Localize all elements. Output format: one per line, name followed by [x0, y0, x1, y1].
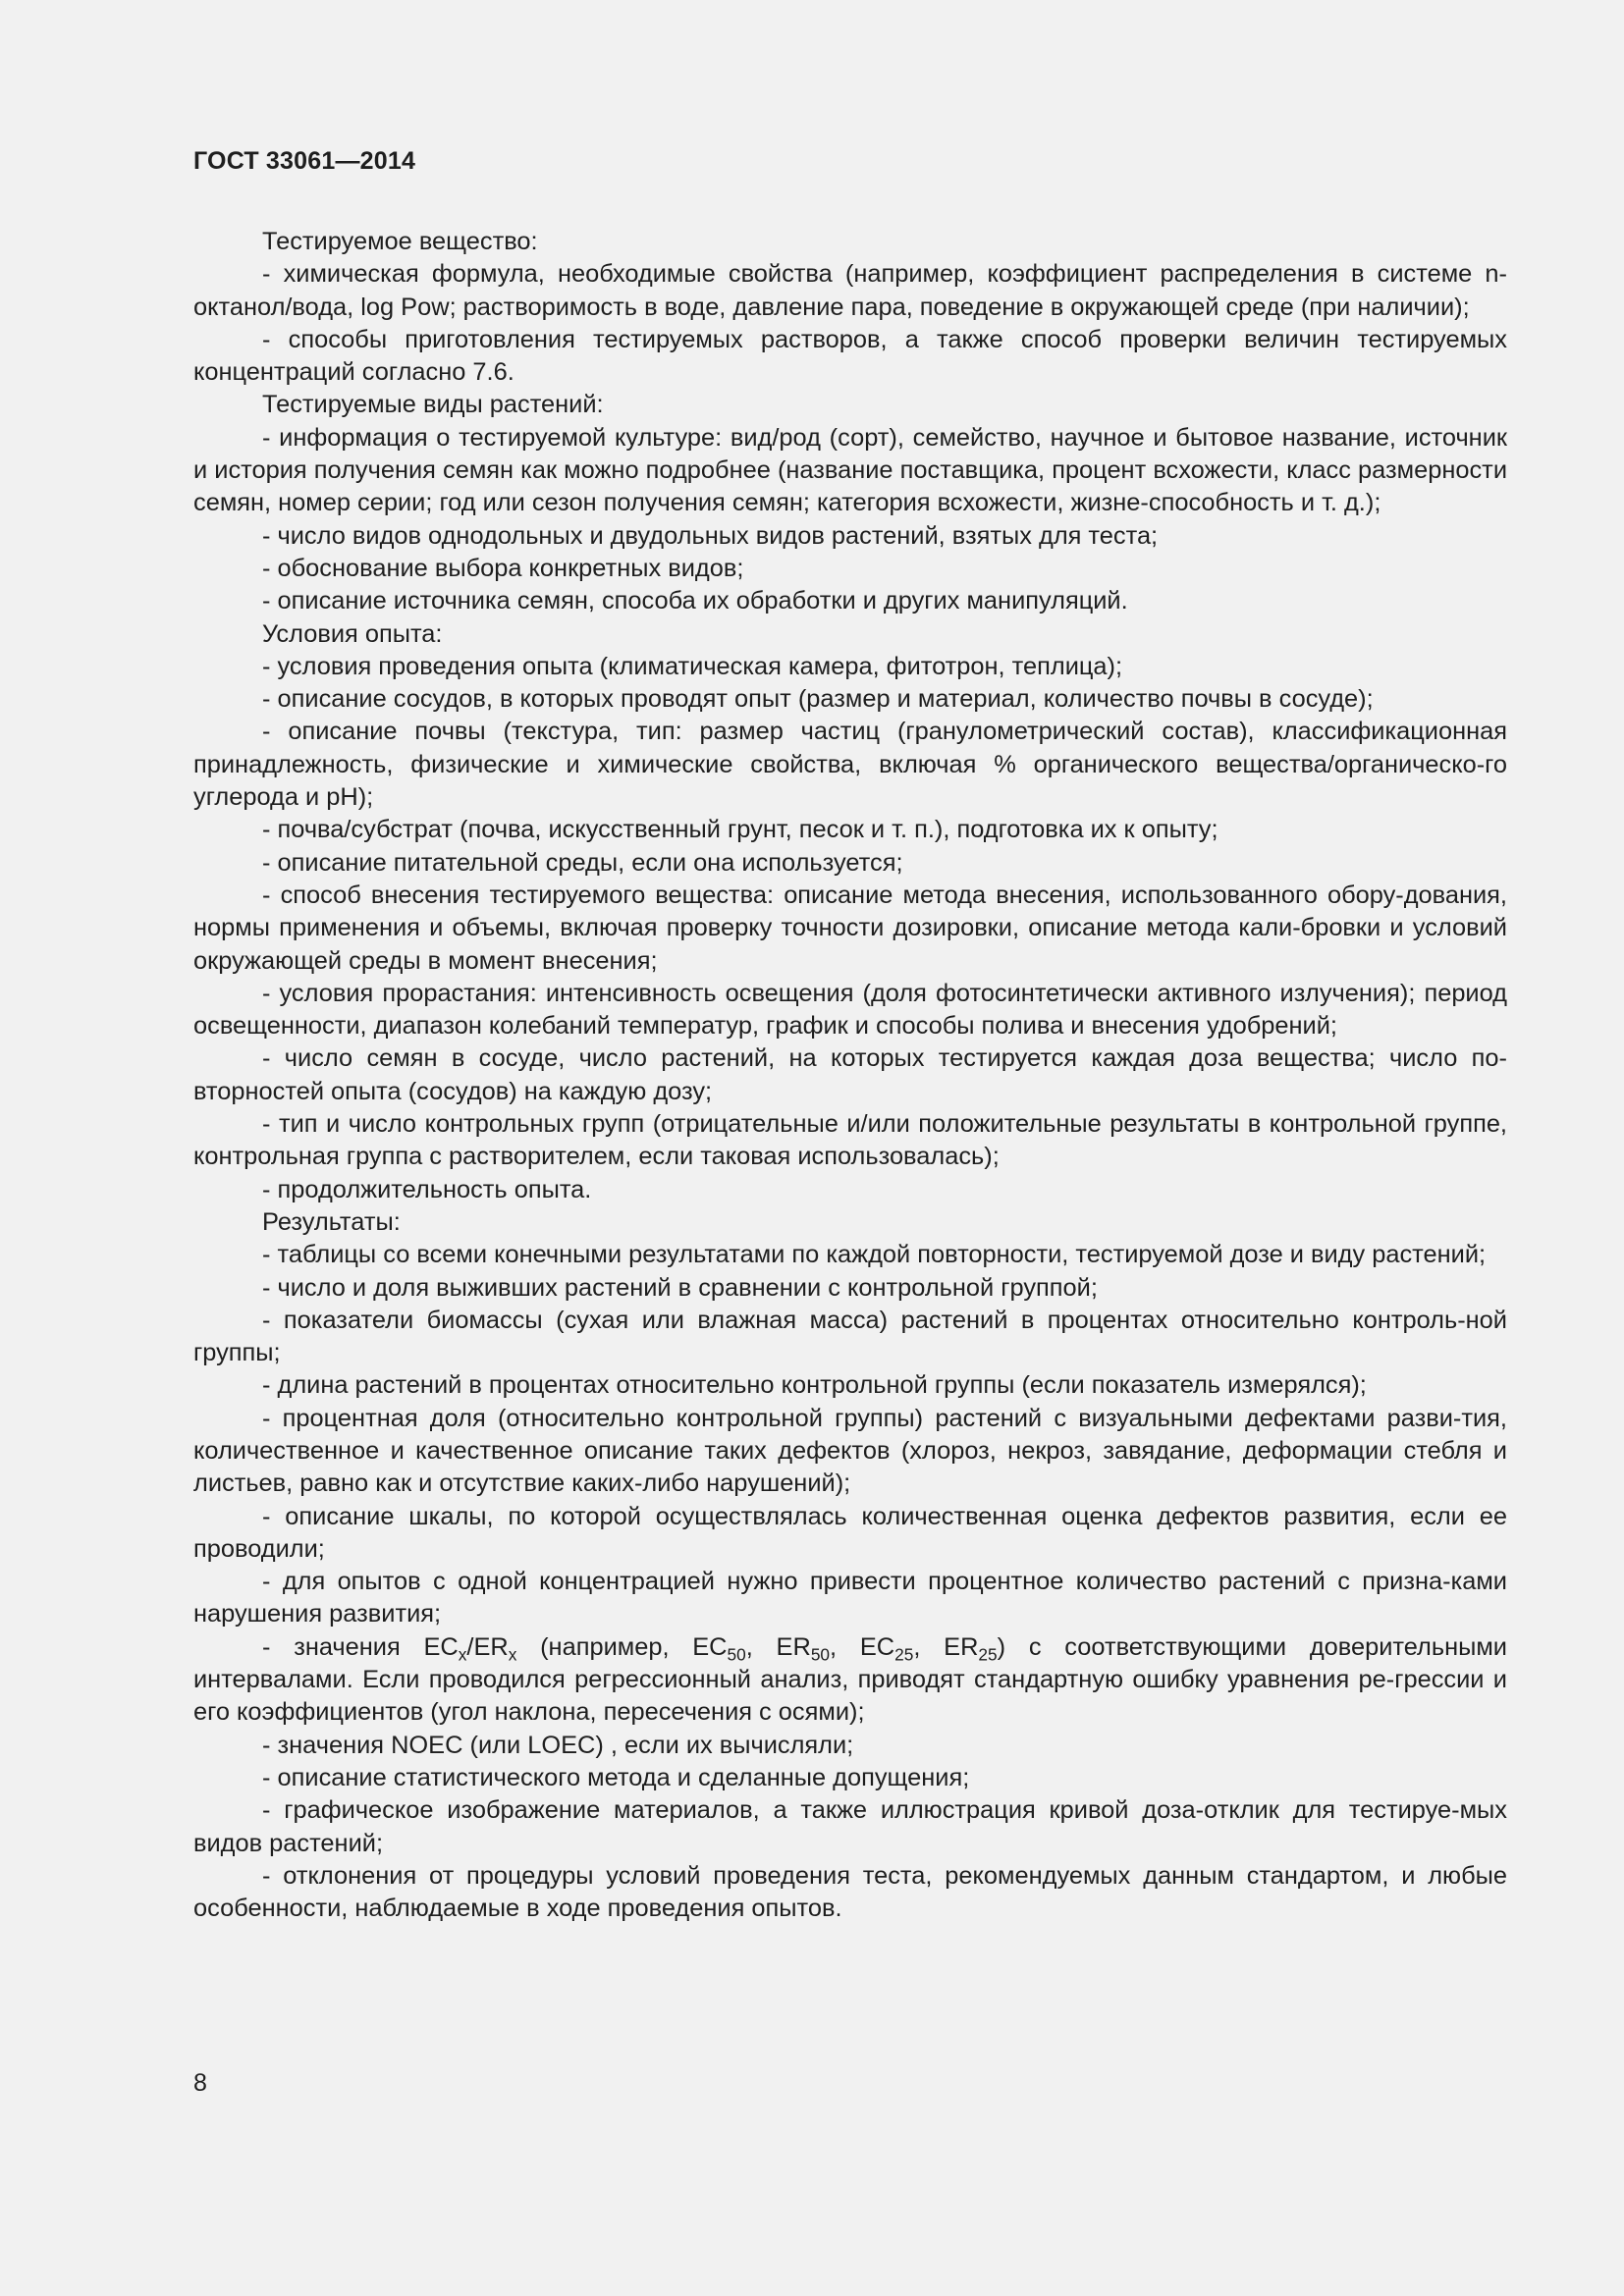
- document-body: [193, 226, 1507, 1925]
- paragraph: - описание сосудов, в которых проводят опыт (размер и материал, количество почвы в сосуде);: [262, 685, 1374, 714]
- paragraph: - информация о тестируемой культуре: вид/род (сорт), семейство, научное и бытовое название, источник и история получения семян как можно подробнее (название поставщика, процент всхожести, класс размерности семян, номер серии; год или сезон получения семян; категория всхожести, жизне-способность и т. д.);: [193, 423, 1507, 517]
- text-segment: ) с соответствующими доверительными интервалами. Если проводился регрессионный анализ, приводят стандартную ошибку уравнения ре-грессии и его коэффициентов (угол наклона, пересечения с осями);: [193, 1632, 1507, 1727]
- paragraph: - число видов однодольных и двудольных видов растений, взятых для теста;: [262, 521, 1159, 550]
- subscript: 25: [978, 1644, 998, 1665]
- subscript: 50: [727, 1644, 746, 1665]
- paragraph: - число семян в сосуде, число растений, на которых тестируется каждая доза вещества; число по-вторностей опыта (сосудов) на каждую дозу;: [193, 1044, 1507, 1105]
- paragraph: - для опытов с одной концентрацией нужно привести процентное количество растений с призна-ками нарушения развития;: [193, 1568, 1507, 1629]
- paragraph: - химическая формула, необходимые свойства (например, коэффициент распределения в системе n-октанол/вода, log Pow; растворимость в воде, давление пара, поведение в окружающей среде (при наличии);: [193, 260, 1507, 321]
- paragraph: - описание питательной среды, если она используется;: [262, 848, 903, 877]
- paragraph: - способ внесения тестируемого вещества: описание метода внесения, использованного обору-дования, нормы применения и объемы, включая проверку точности дозировки, описание метода кали-бровки и условий окружающей среды в момент внесения;: [193, 881, 1507, 975]
- subscript: 50: [810, 1644, 831, 1665]
- subscript: x: [458, 1644, 467, 1665]
- paragraph: - почва/субстрат (почва, искусственный грунт, песок и т. п.), подготовка их к опыту;: [262, 816, 1218, 844]
- page-number: 8: [193, 2069, 207, 2097]
- text-segment: /ER: [466, 1632, 509, 1661]
- text-segment: - значения EC: [262, 1632, 459, 1661]
- paragraph: Тестируемое вещество:: [262, 228, 538, 255]
- paragraph: Условия опыта:: [262, 619, 443, 648]
- paragraph: - отклонения от процедуры условий проведения теста, рекомендуемых данным стандартом, и любые особенности, наблюдаемые в ходе проведения опытов.: [193, 1861, 1507, 1923]
- paragraph: - описание источника семян, способа их обработки и других манипуляций.: [262, 587, 1128, 615]
- paragraph: - графическое изображение материалов, а также иллюстрация кривой доза-отклик для тестируе-мых видов растений;: [193, 1796, 1507, 1857]
- text-segment: , EC: [830, 1632, 895, 1661]
- text-segment: , ER: [745, 1632, 811, 1661]
- paragraph: - длина растений в процентах относительно контрольной группы (если показатель измерялся);: [262, 1371, 1367, 1400]
- paragraph: - продолжительность опыта.: [262, 1175, 592, 1203]
- paragraph: - условия прорастания: интенсивность освещения (доля фотосинтетически активного излучения); период освещенности, диапазон колебаний температур, график и способы полива и внесения удобрений;: [193, 979, 1507, 1041]
- paragraph: - описание шкалы, по которой осуществлялась количественная оценка дефектов развития, если ее проводили;: [193, 1502, 1507, 1563]
- paragraph: - тип и число контрольных групп (отрицательные и/или положительные результаты в контрольной группе, контрольная группа с растворителем, если таковая использовалась);: [193, 1110, 1507, 1171]
- paragraph: - обоснование выбора конкретных видов;: [262, 554, 744, 582]
- paragraph: - число и доля выживших растений в сравнении с контрольной группой;: [262, 1273, 1098, 1302]
- subscript: 25: [894, 1644, 914, 1665]
- text-segment: (например, EC: [516, 1632, 728, 1661]
- subscript: x: [508, 1644, 517, 1665]
- paragraph: - описание почвы (текстура, тип: размер частиц (гранулометрический состав), классификационная принадлежность, физические и химические свойства, включая % органического вещества/органическо-го углерода и pH);: [193, 718, 1507, 812]
- paragraph: Результаты:: [262, 1207, 401, 1236]
- text-segment: , ER: [913, 1632, 979, 1661]
- document-header: ГОСТ 33061—2014: [193, 147, 416, 175]
- paragraph: - описание статистического метода и сделанные допущения;: [262, 1763, 970, 1791]
- paragraph: - значения NOEC (или LOEC) , если их вычисляли;: [262, 1731, 854, 1759]
- paragraph: - таблицы со всеми конечными результатами по каждой повторности, тестируемой дозе и виду растений;: [262, 1241, 1487, 1269]
- paragraph: - способы приготовления тестируемых растворов, а также способ проверки величин тестируемых концентраций согласно 7.6.: [193, 325, 1507, 387]
- paragraph: - процентная доля (относительно контрольной группы) растений с визуальными дефектами разви-тия, количественное и качественное описание таких дефектов (хлороз, некроз, завядание, деформации стебля и листьев, равно как и отсутствие каких-либо нарушений);: [193, 1404, 1507, 1498]
- paragraph: [193, 1631, 1507, 1730]
- paragraph: Тестируемые виды растений:: [262, 391, 604, 419]
- paragraph: - условия проведения опыта (климатическая камера, фитотрон, теплица);: [262, 652, 1123, 680]
- paragraph: - показатели биомассы (сухая или влажная масса) растений в процентах относительно контроль-ной группы;: [193, 1306, 1507, 1367]
